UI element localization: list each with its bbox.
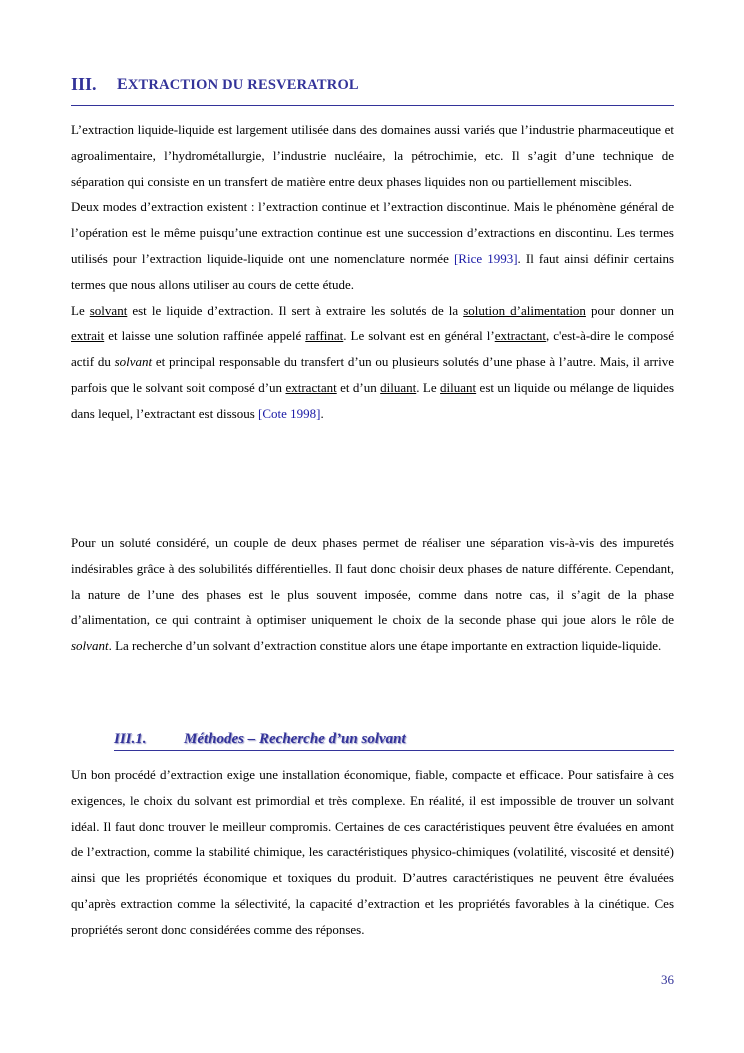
subsection-number: III.1. (114, 731, 147, 747)
term-diluant-2: diluant (440, 379, 477, 395)
term-solvant: solvant (89, 302, 128, 318)
paragraph-5 (71, 762, 674, 943)
p3-text-2: est le liquide d’extraction. Il sert à extraire les solutés de la (127, 302, 464, 318)
p3-text-6: , c'est-à-dire le composé actif du (71, 328, 674, 370)
p3-text-4: et laisse une solution raffinée appelé (104, 328, 306, 344)
p3-text-5: . Le solvant est en général l’ (343, 328, 495, 344)
paragraph-2-text-b: . Il faut ainsi définir certains termes que nous allons utiliser au cours de cette étude. (71, 250, 675, 292)
term-solvant-italic-2: solvant (71, 638, 109, 654)
page-number: 36 (661, 972, 674, 987)
term-extractant-2: extractant (285, 379, 337, 395)
term-solution-alimentation: solution d’alimentation (463, 302, 586, 318)
p3-text-9: . Le (416, 379, 441, 395)
citation-rice-1993[interactable]: [Rice 1993] (453, 250, 518, 266)
p3-text-7: et principal responsable du transfert d’un ou plusieurs solutés d’une phase à l’autre. Mais, il arrive parfois que le solvant soit composé d’un (71, 354, 675, 395)
term-extractant: extractant (494, 328, 546, 344)
p3-text-1: Le (71, 302, 90, 318)
p3-text-11: . (320, 405, 324, 421)
p3-text-3: pour donner un (585, 302, 674, 318)
paragraph-5-text: Un bon procédé d’extraction exige une installation économique, fiable, compacte et efficace. Pour satisfaire à ces exigences, le choix du solvant est primordial et très complexe. En réalité, il est impossible de trouver un solvant idéal. Il faut donc trouver le meilleur compromis. Certaines de ces caractéristiques peuvent être évaluées en amont de l’extraction, comme la stabilité chimique, les caractéristiques physico-chimiques (volatilité, viscosité et densité) ainsi que les propriétés économique et toxiques du produit. D’autres caractéristiques ne peuvent être évaluées qu’après extraction comme la sélectivité, la capacité d’extraction et les propriétés favorables à la cinétique. Ces propriétés seront donc considérées comme des réponses. (71, 767, 674, 937)
term-extrait: extrait (71, 328, 105, 344)
paragraph-3 (71, 298, 674, 427)
paragraph-4-text-a: Pour un soluté considéré, un couple de deux phases permet de réaliser une séparation vis-à-vis des impuretés indésirables grâce à des solubilités différentielles. Il faut donc choisir deux phases de nature différente. Cependant, la nature de l’une des phases est le plus souvent imposée, comme dans notre cas, il s’agit de la phase d’alimentation, ce qui contraint à optimiser uniquement le choix de la seconde phase qui joue alors le rôle de (71, 535, 674, 628)
paragraph-2 (71, 194, 674, 297)
subsection-title: Méthodes – Recherche d’un solvant (184, 731, 406, 747)
paragraph-1-text: L’extraction liquide-liquide est largement utilisée dans des domaines aussi variés que l’industrie pharmaceutique et agroalimentaire, l’hydrométallurgie, l’industrie nucléaire, la pétrochimie, etc. Il s’agit d’une technique de séparation qui consiste en un transfert de matière entre deux phases liquides non ou partiellement miscibles. (71, 122, 674, 189)
section-heading (71, 71, 674, 106)
paragraph-1 (71, 117, 674, 194)
citation-cote-1998[interactable]: [Cote 1998] (258, 405, 321, 421)
term-diluant: diluant (380, 379, 417, 395)
section-title-initial: E (117, 76, 128, 93)
paragraph-4-text-b: . La recherche d’un solvant d’extraction constitue alors une étape importante en extraction liquide-liquide. (108, 638, 662, 654)
body-block-2 (71, 530, 674, 659)
section-number: III. (71, 74, 97, 94)
term-solvant-italic: solvant (114, 354, 153, 370)
p3-text-10: est un liquide ou mélange de liquides dans lequel, l’extractant est dissous (71, 379, 675, 421)
section-title (117, 76, 359, 94)
section-title-rest: XTRACTION DU RESVERATROL (127, 77, 359, 93)
paragraph-4 (71, 530, 674, 659)
p3-text-8: et d’un (336, 379, 381, 395)
subsection-heading (114, 729, 674, 751)
paragraph-2-text-a: Deux modes d’extraction existent : l’extraction continue et l’extraction discontinue. Mais le phénomène général de l’opération est le même puisqu’une extraction continue est une succession d’extractions en discontinu. Les termes utilisés pour l’extraction liquide-liquide ont une nomenclature normée (71, 199, 674, 266)
body-block-1 (71, 117, 674, 427)
term-raffinat: raffinat (305, 328, 344, 344)
body-block-3 (71, 762, 674, 943)
